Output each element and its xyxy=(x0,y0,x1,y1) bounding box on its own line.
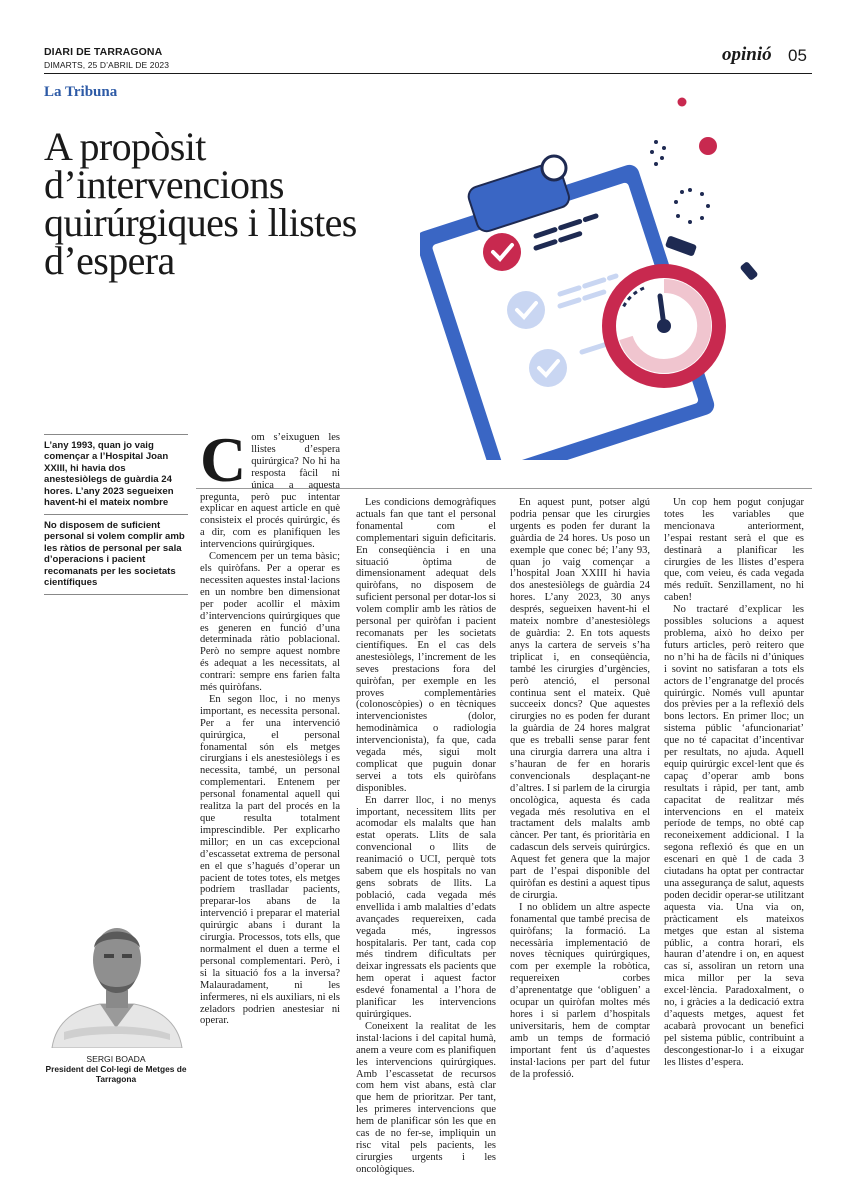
sidebar-rule xyxy=(44,434,188,435)
article-column-3 xyxy=(510,497,650,1092)
drop-cap: C xyxy=(200,424,247,495)
clipboard-stopwatch-illustration xyxy=(420,90,820,460)
sidebar-rule xyxy=(44,514,188,515)
article-paragraph: En darrer lloc, i no menys important, necessitem llits per acomodar els malalts que han estat operats. Llits de sala convencional o llits de reanimació o UCI, perquè tots sabem que els hospitals no van gens sobrats de llits. La població, cada vegada més envellida i amb malalties d’edats avançades requereixen, cada vegada més, ingressos hospitalaris. Per tant, cada cop més tindrem dificultats per deixar ingressats els pacients que hem operat i aquest factor esdevé fonamental a l’hora de planificar les intervencions quirúrgiques. xyxy=(356,794,496,1020)
section-header xyxy=(722,44,814,70)
article-paragraph: Les condicions demogràfiques actuals fan que tant el personal fonamental com el complementari siguin deficitaris. En conseqüència i en una situació òptima de dimensionament adequat dels quiròfans, no disposem de suficient personal per dotar-los si volem complir amb les ràtios de personal per quiròfan i pacient recomanats per les societats científiques. En el cas dels anestesiòlegs, l’increment de les seves prestacions fora del quiròfan, per exemple en les proves complementàries (colonoscòpies) o en tècniques intervencionistes (dolor, hemodinàmica o radiologia intervencionista), fa que, cada vegada més, sigui molt complicat que puguin donar servei a tots els quiròfans disponibles. xyxy=(356,497,496,794)
page-number: 05 xyxy=(788,46,807,65)
header-rule xyxy=(44,73,812,74)
author-photo xyxy=(44,908,188,1048)
article-paragraph: I no oblidem un altre aspecte fonamental que també precisa de quiròfans; la formació. La necessària implementació de noves tècniques quirúrgiques, com per exemple la robòtica, requereixen corbes d’aprenentatge que ‘obliguen’ a ocupar un quiròfan moltes més hores i si parlem d’hospitals universitaris, hem de comptar amb un temps de formació important fent ús d’aquestes instal·lacions per part del futur de la professió. xyxy=(510,901,650,1080)
check-icon xyxy=(483,233,521,271)
article-paragraph: En aquest punt, potser algú podria pensar que les cirurgies urgents es poden fer durant la guàrdia de 24 hores. Us poso un exemple que conec bé; l’any 93, quan jo vaig començar a l’hospital Joan XXIII hi havia dos anestesiòlegs de guàrdia 24 hores. L’any 2023, 30 anys després, segueixen havent-hi el mateix nombre d’anestesiòlegs de guàrdia: 2. En tots aquests anys la cartera de serveis s’ha triplicat i, en conseqüència, també les cirurgies d’urgències, però atenció, el personal continua sent el mateix. Què succeeix doncs? Que aquestes cirurgies no es poden fer durant la guàrdia de 24 hores malgrat que es treballi sense parar fent una cirurgia darrera una altra i s’hauran de fer en horaris convencionals desplaçant-ne d’altres. I si parlem de la cirurgia oncològica, aquesta és cada vegada més resolutiva en el tractament dels malalts amb càncer. Per tant, és prioritària en cadascun dels serveis quirúrgics. Aquest fet genera que la major part de l’espai disponible del quiròfan es destini a aquest tipus de cirurgia. xyxy=(510,497,650,901)
author-name: SERGI BOADA xyxy=(86,1054,146,1064)
publication-name: DIARI DE TARRAGONA xyxy=(44,46,163,58)
article-paragraph: Coneixent la realitat de les instal·lacions i del capital humà, anem a veure com es planifiquen les intervencions quirúrgiques. Amb l’escassetat de recursos com hem vist abans, està clar que hem de prioritzar. Per tant, les primeres intervencions que hem de planificar són les que en cas de no fer-se, impliquin un risc vital pels pacients, les cirurgies urgents i les oncològiques. xyxy=(356,1020,496,1175)
pull-quote: L’any 1993, quan jo vaig començar a l’Hospital Joan XXIII, hi havia dos anestesiòlegs de guàrdia 24 hores. L’any 2023 segueixen havent-hi el mateix nombre xyxy=(44,440,174,509)
check-icon xyxy=(529,349,567,387)
article-paragraph: Comencem per un tema bàsic; els quiròfans. Per a operar es necessiten aquestes instal·lacions en un nombre ben dimensionat per poder acollir el màxim d’intervencions quirúrgiques que es generen en funció d’una determinada ràtio poblacional. Però no sempre aquest nombre és adequat a les necessitats, al contrari: sempre ens farien falta més quiròfans. xyxy=(200,551,340,694)
section-name: opinió xyxy=(722,44,772,65)
article-column-4 xyxy=(664,497,804,1092)
sidebar-rule xyxy=(44,594,188,595)
article-paragraph: No tractaré d’explicar les possibles solucions a aquest problema, això ho deixo per futurs articles, però reitero que no n’hi ha de fàcils ni d’úniques i sovint no satisfaran a tots els actors de l’engranatge del procés quirúrgic. Només vull apuntar dos prèvies per a la reflexió dels bons lectors. En primer lloc; un sistema públic ‘afuncionariat’ que no té capacitat d’incentivar per resultats, no ajuda. Aquell equip quirúrgic excel·lent que és capaç d’operar amb bons resultats i ràpid, per tant, amb capacitat de realitzar més intervencions en el mateix període de temps, no obté cap reconeixement addicional. I la segona reflexió és que en un escenari en què 1 de cada 3 ciutadans ha optat per contractar una assegurança de salut, aquests poden decidir operar-se utilitzant aquesta via. Una via on, pràcticament els mateixos metges que estan al sistema públic, a contra horari, els hauran d’atendre i on, en aquest cas sí, assoliran un retorn una mica millor per la seva excel·lència. Paradoxalment, o no, i gràcies a la dedicació extra d’aquests metges, aquest fet acabarà provocant un benefici pel sistema públic, contribuint a descongestionar-lo i a eixugar les llistes d’espera. xyxy=(664,604,804,1068)
article-paragraph: Com s’eixuguen les llistes d’espera quirúrgica? No hi ha resposta fàcil ni única a aquesta pregunta, però puc intentar explicar en aquest article en què consisteix el procés quirúrgic, és a dir, com es planifiquen les intervencions quirúrgiques. xyxy=(200,424,340,551)
article-column-1 xyxy=(200,424,340,1092)
publication-date: DIMARTS, 25 D’ABRIL DE 2023 xyxy=(44,60,170,70)
kicker: La Tribuna xyxy=(44,84,118,100)
headline: A propòsit d’intervencions quirúrgiques i llistes d’espera xyxy=(44,124,357,283)
decorative-dots xyxy=(650,98,717,225)
author-role: President del Col·legi de Metges de Tarragona xyxy=(45,1064,187,1084)
article-paragraph: Un cop hem pogut conjugar totes les variables que mencionava anteriorment, l’espai restant serà el que es destinarà a planificar les cirurgies de les llistes d’espera que, com veieu, és cada vegada més reduït. Senzillament, no hi caben! xyxy=(664,497,804,604)
article-paragraph: En segon lloc, i no menys important, es necessita personal. Per a fer una intervenció quirúrgica, el personal fonamental són els metges cirurgians i els anestesiòlegs i es necessita, també, un personal complementari. Entenem per personal fonamental aquell qui realitza la part del procés en la que resulta totalment imprescindible. Per explicarho millor; en un cas excepcional d’escassetat extrema de personal en el que s’hagués d’operar un pacient de totes totes, els metges podríem traslladar pacients, preparar-los abans de la intervenció i preparar el material quirúrgic abans i durant la cirurgia. Processos, tots ells, que normalment el duen a terme el personal complementari. Però, i si la situació fos a la inversa? Malauradament, ni les infermeres, ni els auxiliars, ni els zeladors podrien anestesiar ni operar. xyxy=(200,693,340,1027)
article-column-2 xyxy=(356,497,496,1175)
pull-quote: No disposem de suficient personal si volem complir amb les ràtios de personal per sala d’operacions i pacient recomanats per les societats científiques xyxy=(44,520,185,589)
check-icon xyxy=(507,291,545,329)
